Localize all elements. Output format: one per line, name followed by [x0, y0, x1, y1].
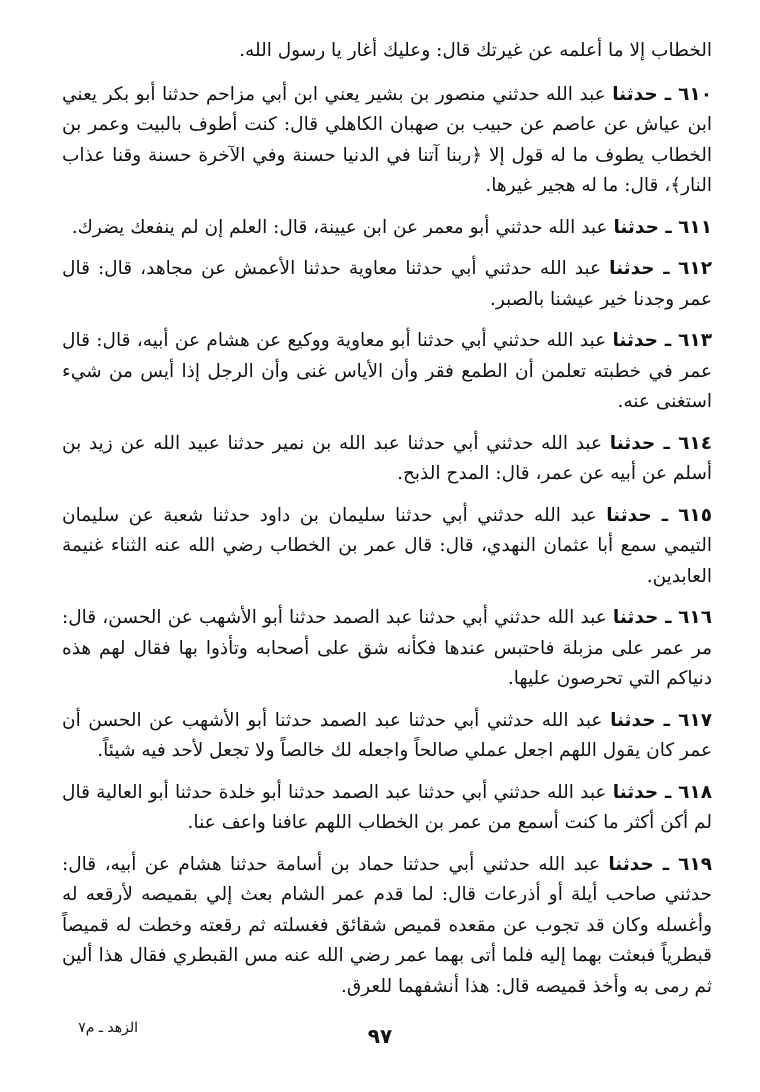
hadith-entry [62, 603, 712, 695]
hadith-entry [62, 254, 712, 315]
hadith-text: عبد الله حدثني أبي حدثنا عبد الله بن نمير حدثنا عبيد الله عن زيد بن أسلم عن أبيه عن عمر، قال: المدح الذبح. [62, 432, 712, 484]
hadith-entry [62, 213, 712, 244]
hadith-entry [62, 706, 712, 767]
hadith-keyword: حدثنا [612, 83, 658, 105]
hadith-separator: ـ [655, 432, 679, 454]
hadith-number: ٦١٨ [678, 781, 712, 803]
hadith-keyword: حدثنا [606, 504, 652, 526]
page-body [62, 36, 712, 1013]
hadith-list [62, 80, 712, 1003]
hadith-entry [62, 850, 712, 1003]
hadith-keyword: حدثنا [612, 330, 658, 351]
hadith-text: عبد الله حدثني أبي حدثنا أبو معاوية ووكيع عن هشام عن أبيه، قال: قال عمر في خطبته تعلمن أن الطمع فقر وأن الأياس غنى وأن الرجل إذا أيس من شيء استغنى عنه. [62, 330, 712, 412]
hadith-keyword: حدثنا [608, 853, 654, 875]
hadith-entry [62, 80, 712, 202]
hadith-text: عبد الله حدثني أبي حدثنا حماد بن أسامة حدثنا هشام عن أبيه، قال: حدثني صاحب أيلة أو أذرعات قال: لما قدم عمر الشام بعث إلي بقميصه لأرقعه له وأغسله وكان قد تجوب عن مقعده قميص شقائق فغسلته ثم رقعته وخطت له قميصاً قبطرياً فبعثت بهما إليه فلما أتى بهما عمر رضي الله عنه مس القبطري فقال هذا ألين ثم رمى به وأخذ قميصه قال: هذا أنشفهما للعرق. [62, 853, 712, 997]
page-number: ٩٧ [367, 1024, 393, 1048]
hadith-entry [62, 501, 712, 593]
hadith-text: عبد الله حدثني أبي حدثنا معاوية حدثنا الأعمش عن مجاهد، قال: قال عمر وجدنا خير عيشنا بالصبر. [62, 258, 712, 310]
hadith-keyword: حدثنا [613, 216, 659, 238]
hadith-number: ٦١٩ [678, 853, 712, 875]
leading-text: الخطاب إلا ما أعلمه عن غيرتك قال: وعليك أغار يا رسول الله. [239, 40, 712, 61]
hadith-text: عبد الله حدثني أبي حدثنا عبد الصمد حدثنا أبو الأشهب عن الحسن أن عمر كان يقول اللهم اجعل عملي صالحاً واجعله لك خالصاً ولا تجعل لأحد فيه شيئاً. [62, 709, 712, 761]
hadith-text: عبد الله حدثني أبي حدثنا سليمان بن داود حدثنا شعبة عن سليمان التيمي سمع أبا عثمان النهدي، قال: قال عمر بن الخطاب رضي الله عنه الثناء غنيمة العابدين. [62, 504, 712, 587]
hadith-number: ٦١٧ [678, 709, 712, 731]
hadith-text: عبد الله حدثني أبي حدثنا عبد الصمد حدثنا أبو خلدة حدثنا أبو العالية قال لم أكن أكثر ما كنت أسمع من عمر بن الخطاب اللهم عافنا واعف عنا. [62, 781, 712, 833]
hadith-separator: ـ [657, 83, 679, 105]
hadith-text: عبد الله حدثني أبي حدثنا عبد الصمد حدثنا أبو الأشهب عن الحسن، قال: مر عمر على مزبلة فاحتبس عندها فكأنه شق على أصحابه وتأذوا بها فقال لهم هذه دنياكم التي تحرصون عليها. [62, 607, 712, 689]
hadith-separator: ـ [651, 504, 679, 526]
hadith-keyword: حدثنا [610, 709, 656, 731]
hadith-text: عبد الله حدثني أبو معمر عن ابن عيينة، قال: العلم إن لم ينفعك يضرك. [71, 216, 608, 238]
hadith-number: ٦١٦ [678, 607, 712, 628]
hadith-text: عبد الله حدثني منصور بن بشير يعني ابن أبي مزاحم حدثنا أبو بكر يعني ابن عياش عن عاصم عن حبيب بن صهبان الكاهلي قال: كنت أطوف بالبيت وعمر بن الخطاب يطوف ما له قول إلا ﴿ربنا آتنا في الدنيا حسنة وفي الآخرة حسنة وقنا عذاب النار﴾، قال: ما له هجير غيرها. [62, 83, 712, 196]
hadith-number: ٦١٥ [678, 504, 712, 526]
page-footer [0, 1020, 760, 1060]
hadith-number: ٦١٠ [678, 83, 712, 105]
hadith-separator: ـ [654, 258, 679, 279]
hadith-separator: ـ [658, 781, 679, 803]
hadith-separator: ـ [655, 709, 679, 731]
hadith-keyword: حدثنا [609, 432, 656, 454]
hadith-number: ٦١٤ [678, 432, 712, 454]
signature-mark: الزهد ـ م٧ [78, 1020, 138, 1036]
hadith-separator: ـ [658, 607, 679, 628]
hadith-number: ٦١١ [678, 216, 712, 238]
hadith-separator: ـ [653, 853, 679, 875]
hadith-entry [62, 778, 712, 839]
hadith-entry [62, 326, 712, 418]
hadith-number: ٦١٣ [678, 330, 712, 351]
hadith-keyword: حدثنا [612, 607, 659, 628]
hadith-entry [62, 429, 712, 490]
hadith-keyword: حدثنا [612, 781, 659, 803]
hadith-separator: ـ [657, 330, 679, 351]
hadith-separator: ـ [658, 216, 679, 238]
hadith-keyword: حدثنا [609, 258, 655, 279]
hadith-number: ٦١٢ [678, 258, 712, 279]
